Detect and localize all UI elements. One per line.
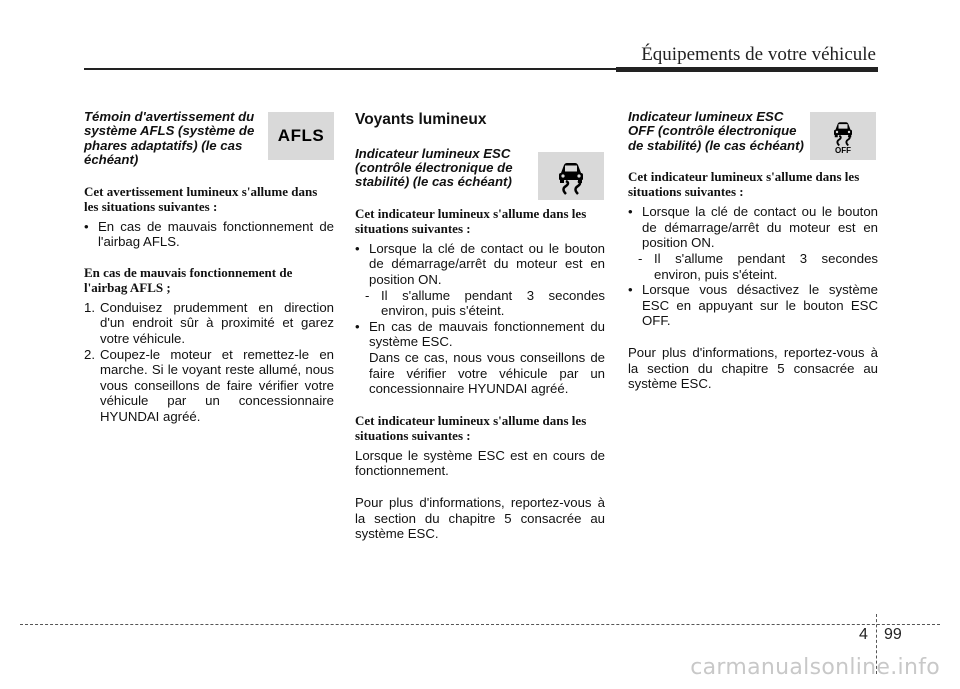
- afls-step-1: [84, 300, 334, 347]
- esc-off-car-skid-icon: [810, 112, 876, 160]
- esc-off-sub-1-text: Il s'allume pendant 3 secondes environ, puis s'éteint.: [654, 251, 878, 282]
- afls-step-2-number: 2.: [84, 346, 95, 362]
- afls-intro: Cet avertissement lumineux s'allume dans les situations suivantes :: [84, 183, 318, 214]
- esc-off-title: Indicateur lumineux ESC OFF (contrôle électronique de stabilité) (le cas échéant): [628, 109, 804, 153]
- esc-off-para-1: Pour plus d'informations, reportez-vous à la section du chapitre 5 consacrée au système ESC.: [628, 344, 878, 392]
- esc-sub-1-text: Il s'allume pendant 3 secondes environ, puis s'éteint.: [381, 287, 605, 319]
- afls-step-1-number: 1.: [84, 299, 95, 315]
- esc-bullet-2: • En cas de mauvais fonctionnement du système ESC.: [355, 319, 605, 350]
- esc-intro-2: Cet indicateur lumineux s'allume dans les situations suivantes :: [355, 412, 587, 443]
- watermark-text: carmanualsonline.info: [690, 655, 940, 680]
- esc-off-bullet-2: • Lorsque vous désactivez le système ESC en appuyant sur le bouton ESC OFF.: [628, 282, 878, 329]
- afls-icon-label: AFLS: [277, 126, 325, 145]
- afls-intro-2: En cas de mauvais fonctionnement de l'airbag AFLS ;: [84, 264, 293, 295]
- esc-off-car-skid-svg: [828, 117, 858, 147]
- esc-off-intro: Cet indicateur lumineux s'allume dans les situations suivantes :: [628, 169, 860, 200]
- esc-off-icon-label: OFF: [835, 146, 851, 155]
- afls-step-2: [84, 347, 334, 425]
- esc-para-1: Lorsque le système ESC est en cours de fonctionnement.: [355, 447, 605, 479]
- afls-warning-icon: [268, 112, 334, 160]
- esc-title: Indicateur lumineux ESC (contrôle électronique de stabilité) (le cas échéant): [355, 145, 513, 190]
- dash-marker: -: [638, 251, 643, 266]
- dash-marker: -: [365, 287, 370, 303]
- esc-off-sub-1: [628, 251, 878, 282]
- esc-bullet-1: • Lorsque la clé de contact ou le bouton de démarrage/arrêt du moteur est en position ON.: [355, 241, 605, 288]
- esc-bullet-2-cont: Dans ce cas, nous vous conseillons de faire vérifier votre véhicule par un concessionnaire HYUNDAI agréé.: [369, 349, 605, 397]
- header-rule-accent: [616, 67, 878, 72]
- esc-sub-1: [355, 288, 605, 319]
- afls-step-1-text: Conduisez prudemment en direction d'un endroit sûr à proximité et garez votre véhicule.: [100, 299, 334, 346]
- afls-step-2-text: Coupez-le moteur et remettez-le en marche. Si le voyant reste allumé, nous vous conseillons de faire vérifier votre véhicule par un concessionnaire HYUNDAI agréé.: [100, 346, 334, 424]
- esc-intro: Cet indicateur lumineux s'allume dans les situations suivantes :: [355, 205, 587, 236]
- section-title: Voyants lumineux: [355, 111, 487, 128]
- page-number: 99: [884, 626, 902, 643]
- esc-off-bullet-1: • Lorsque la clé de contact ou le bouton de démarrage/arrêt du moteur est en position ON.: [628, 204, 878, 251]
- page-header-title: Équipements de votre véhicule: [641, 44, 876, 65]
- chapter-number: 4: [859, 626, 868, 643]
- afls-bullet-1: • En cas de mauvais fonctionnement de l'airbag AFLS.: [84, 219, 334, 250]
- afls-title: Témoin d'avertissement du système AFLS (système de phares adaptatifs) (le cas échéant): [84, 109, 255, 168]
- esc-car-skid-icon: [538, 152, 604, 200]
- esc-para-2: Pour plus d'informations, reportez-vous à la section du chapitre 5 consacrée au système ESC.: [355, 494, 605, 542]
- esc-car-skid-svg: [551, 156, 591, 196]
- footer-dashed-rule: [20, 624, 940, 625]
